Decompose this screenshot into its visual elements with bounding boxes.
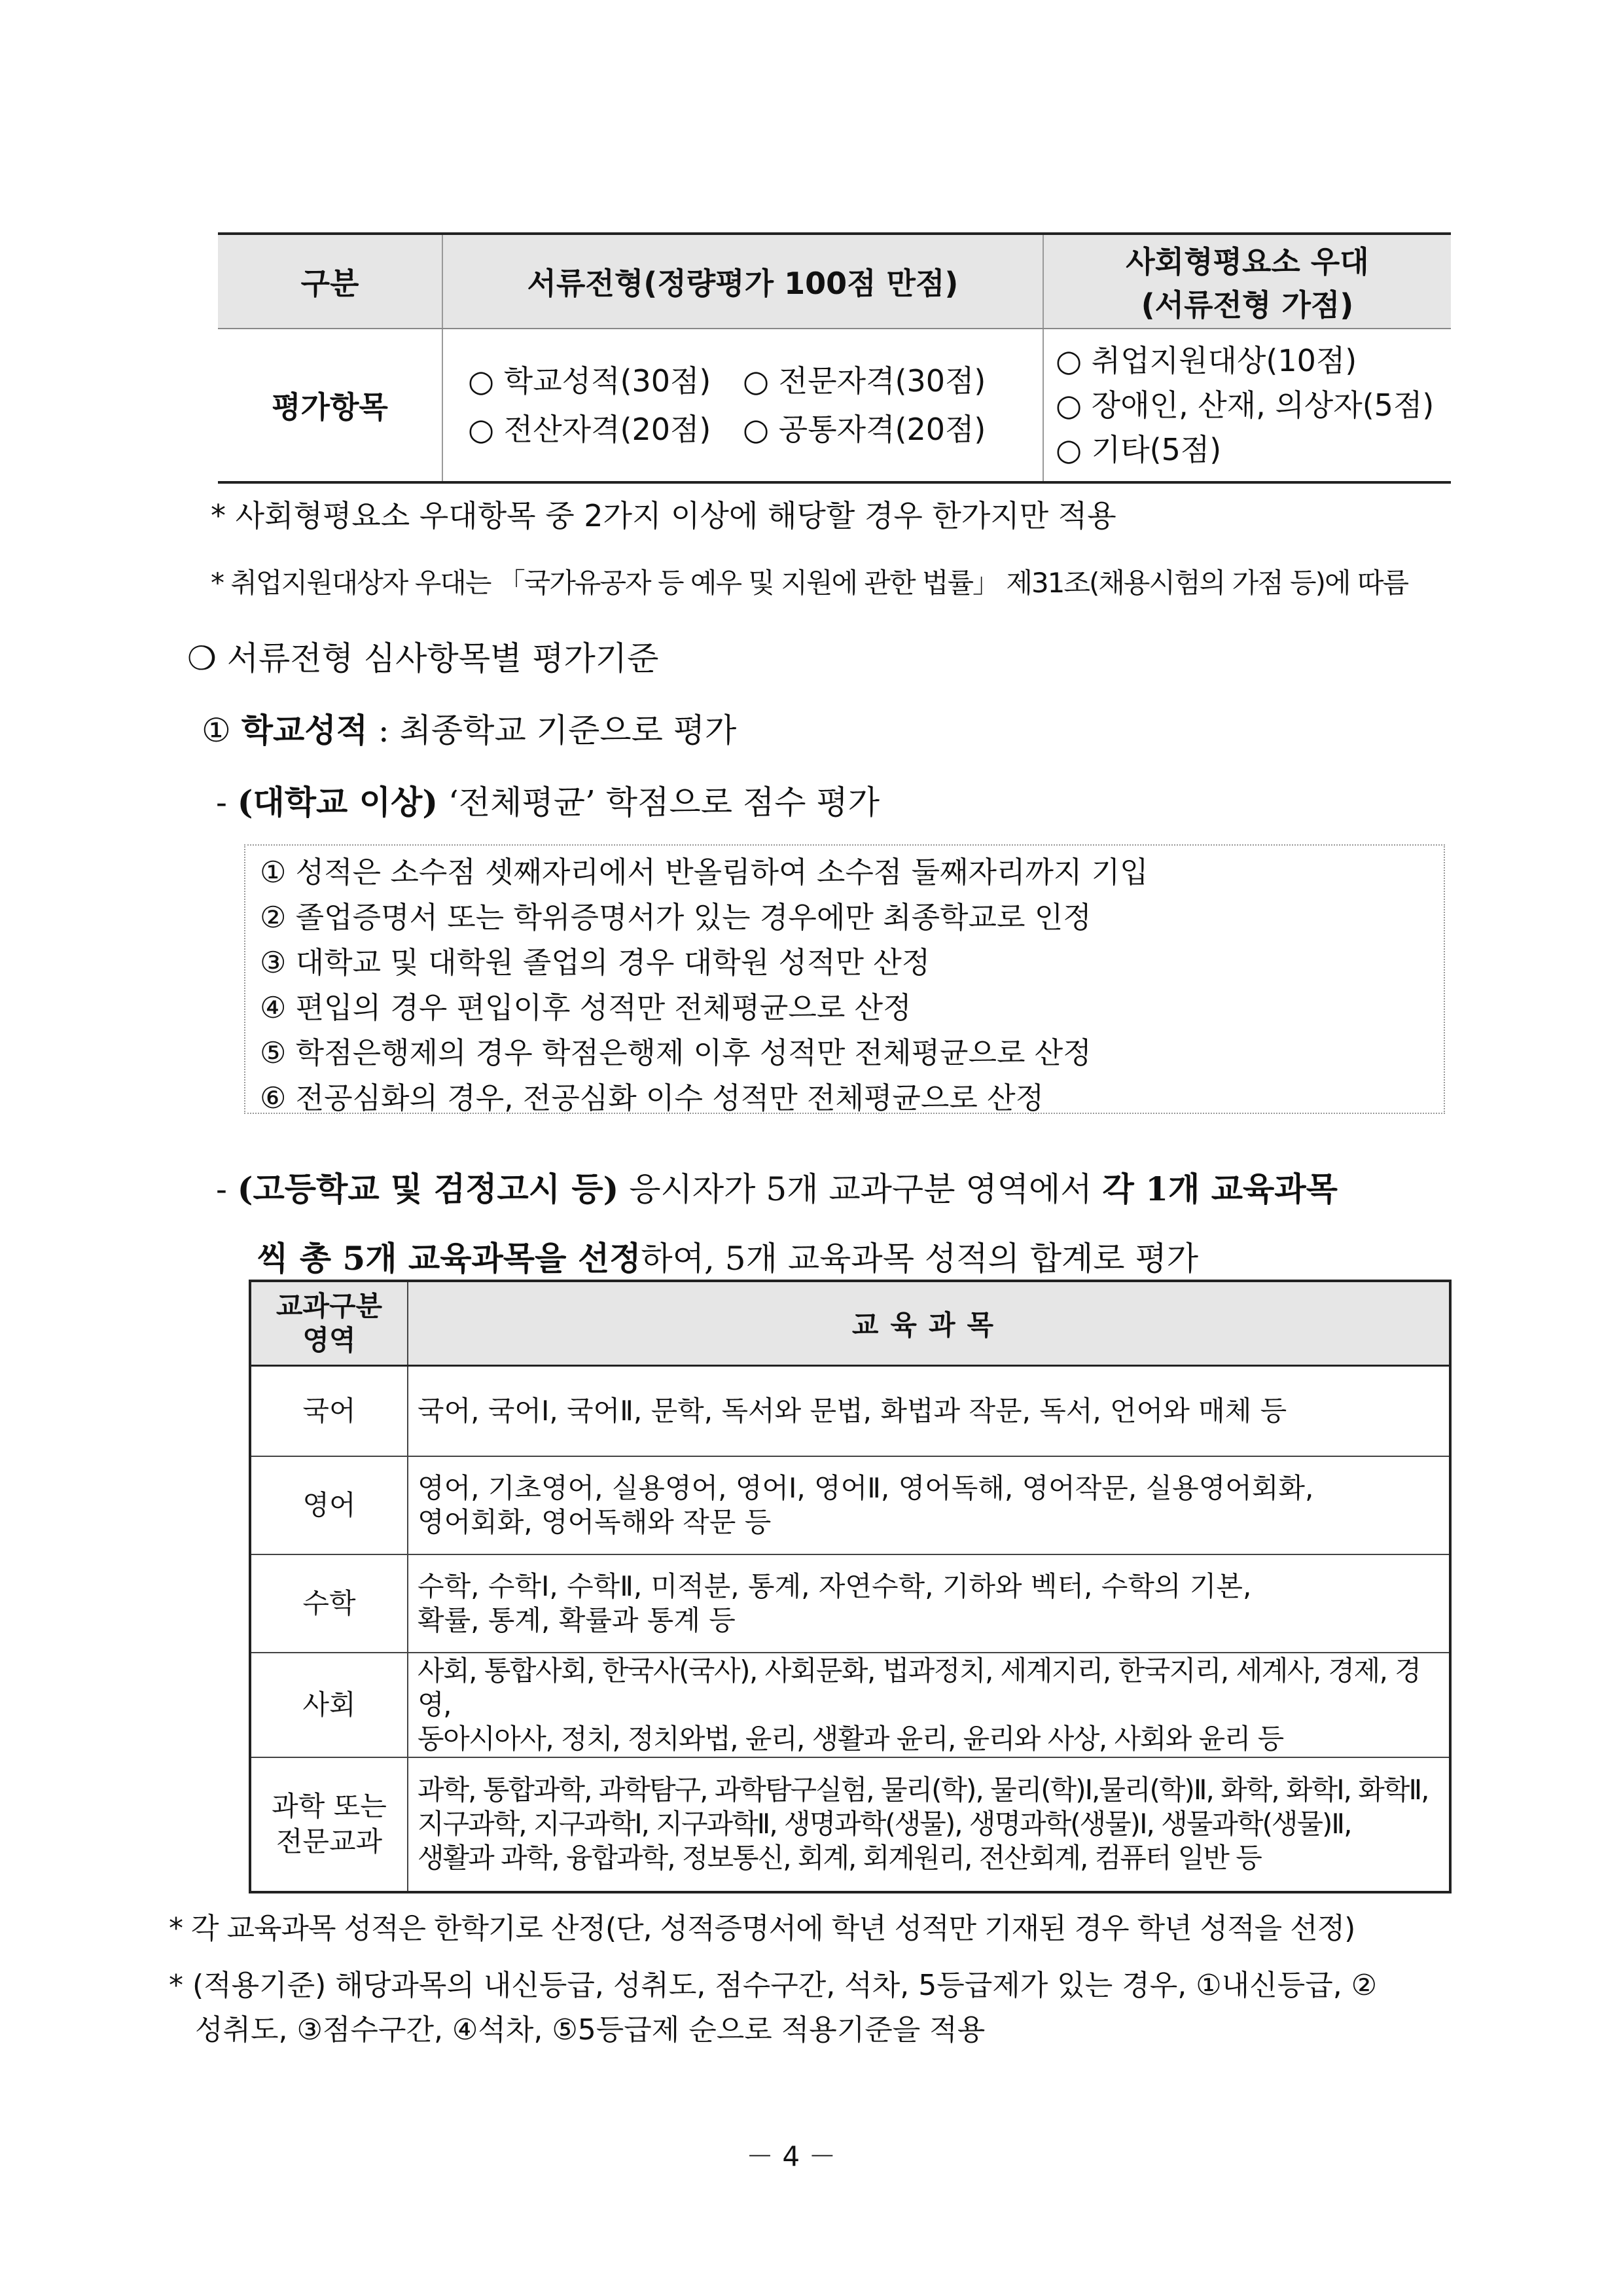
row-label: 평가항목 <box>218 329 442 482</box>
subjects-science: 과학, 통합과학, 과학탐구, 과학탐구실험, 물리(학), 물리(학)Ⅰ,물리(학)Ⅱ, 화학, 화학Ⅰ, 화학Ⅱ, 지구과학, 지구과학Ⅰ, 지구과학Ⅱ, 생명과학(생물), 생명과학(생물)Ⅰ, 생물과학(생물)Ⅱ, 생활과 과학, 융합과학, 정보통신, 회계, 회계원리, 전산회계, 컴퓨터 일반 등 <box>408 1757 1450 1892</box>
table-row <box>250 1456 1450 1554</box>
subjects-math: 수학, 수학Ⅰ, 수학Ⅱ, 미적분, 통계, 자연수학, 기하와 벡터, 수학의 기본, 확률, 통계, 확률과 통계 등 <box>408 1554 1450 1653</box>
header-social-equity: 사회형평요소 우대 (서류전형 가점) <box>1043 234 1451 329</box>
table-row <box>250 1653 1450 1757</box>
page-number: － 4 － <box>746 2140 836 2172</box>
table-row <box>250 1366 1450 1456</box>
pref-other: ○ 기타(5점) <box>1056 432 1222 467</box>
subjects-table <box>249 1280 1452 1893</box>
rule-item: ⑥ 전공심화의 경우, 전공심화 이수 성적만 전체평균으로 산정 <box>260 1081 1044 1115</box>
pref-disabled: ○ 장애인, 산재, 의상자(5점) <box>1056 387 1435 423</box>
area-social: 사회 <box>250 1653 408 1757</box>
note-employment-support: * 취업지원대상자 우대는 「국가유공자 등 예우 및 지원에 관한 법률」 제31조(채용시험의 가점 등)에 따름 <box>211 567 1408 599</box>
rule-item: ① 성적은 소수점 셋째자리에서 반올림하여 소수점 둘째자리까지 기입 <box>260 855 1149 889</box>
note-semester-grades: * 각 교육과목 성적은 한학기로 산정(단, 성적증명서에 학년 성적만 기재된 경우 학년 성적을 선정) <box>169 1912 1355 1945</box>
preference-items <box>1043 329 1451 482</box>
rule-item: ② 졸업증명서 또는 학위증명서가 있는 경우에만 최종학교로 인정 <box>260 900 1092 935</box>
table-header-row <box>218 234 1451 329</box>
pref-employment-support: ○ 취업지원대상(10점) <box>1056 343 1357 378</box>
header-category: 구분 <box>218 234 442 329</box>
subjects-korean: 국어, 국어Ⅰ, 국어Ⅱ, 문학, 독서와 문법, 화법과 작문, 독서, 언어와 매체 등 <box>408 1366 1450 1456</box>
section-title: ❍ 서류전형 심사항목별 평가기준 <box>187 639 659 677</box>
grade-rules-box <box>244 844 1445 1114</box>
note-application-criteria: * (적용기준) 해당과목의 내신등급, 성취도, 점수구간, 석차, 5등급제가 있는 경우, ①내신등급, ② 성취도, ③점수구간, ④석차, ⑤5등급제 순으로 적용기준을 적용 <box>169 1969 1378 2047</box>
screening-items <box>442 329 1043 482</box>
subjects-social: 사회, 통합사회, 한국사(국사), 사회문화, 법과정치, 세계지리, 한국지리, 세계사, 경제, 경영, 동아시아사, 정치, 정치와법, 윤리, 생활과 윤리, 윤리와 사상, 사회와 윤리 등 <box>408 1653 1450 1757</box>
area-korean: 국어 <box>250 1366 408 1456</box>
item-computer-cert: ○ 전산자격(20점) <box>468 412 711 447</box>
area-math: 수학 <box>250 1554 408 1653</box>
rule-item: ③ 대학교 및 대학원 졸업의 경우 대학원 성적만 산정 <box>260 945 931 980</box>
header-document-screening: 서류전형(정량평가 100점 만점) <box>442 234 1043 329</box>
rule-item: ④ 편입의 경우 편입이후 성적만 전체평균으로 산정 <box>260 990 912 1025</box>
evaluation-items-table <box>218 232 1451 484</box>
table-row <box>250 1757 1450 1892</box>
university-criteria: - (대학교 이상) ‘전체평균’ 학점으로 점수 평가 <box>216 783 880 821</box>
table-row <box>250 1554 1450 1653</box>
highschool-criteria: - (고등학교 및 검정고시 등) 응시자가 5개 교과구분 영역에서 각 1개 교육과목 씩 총 5개 교육과목을 선정하여, 5개 교육과목 성적의 합계로 평가 <box>216 1170 1338 1278</box>
note-social-equity: * 사회형평요소 우대항목 중 2가지 이상에 해당할 경우 한가지만 적용 <box>211 498 1116 533</box>
table-row <box>218 329 1451 482</box>
subjects-english: 영어, 기초영어, 실용영어, 영어Ⅰ, 영어Ⅱ, 영어독해, 영어작문, 실용영어회화, 영어회화, 영어독해와 작문 등 <box>408 1456 1450 1554</box>
area-science: 과학 또는 전문교과 <box>250 1757 408 1892</box>
item-common-cert: ○ 공통자격(20점) <box>743 412 986 447</box>
area-english: 영어 <box>250 1456 408 1554</box>
header-subjects: 교육과목 <box>408 1281 1450 1366</box>
table-header-row <box>250 1281 1450 1366</box>
item-professional-cert: ○ 전문자격(30점) <box>743 363 986 399</box>
rule-item: ⑤ 학점은행제의 경우 학점은행제 이후 성적만 전체평균으로 산정 <box>260 1035 1092 1070</box>
header-subject-area: 교과구분 영역 <box>250 1281 408 1366</box>
subsection-school-grades: ① 학교성적 : 최종학교 기준으로 평가 <box>202 711 737 749</box>
item-school-grades: ○ 학교성적(30점) <box>468 363 711 399</box>
